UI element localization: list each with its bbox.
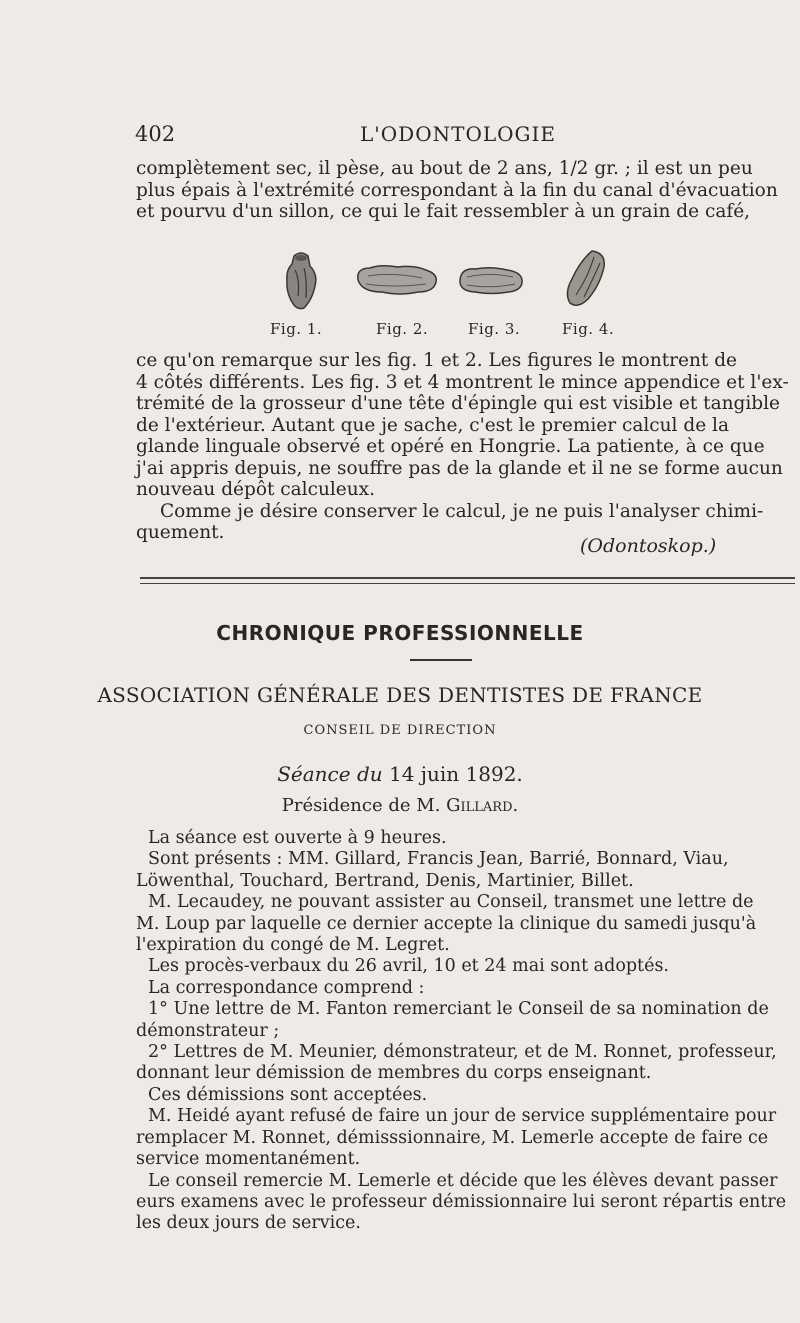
text-line: 2° Lettres de M. Meunier, démonstrateur, et de M. Ronnet, professeur, [148,1042,777,1063]
text-line: les deux jours de service. [136,1213,361,1234]
text-line: M. Loup par laquelle ce dernier accepte la clinique du samedi jusqu'à [136,913,757,934]
session-date-value: 14 juin 1892. [389,762,523,786]
text-line: quement. [136,522,225,543]
text-line: M. Heidé ayant refusé de faire un jour de service supplémentaire pour [148,1106,777,1127]
text-line: glande linguale observé et opéré en Hongrie. La patiente, à ce que [136,436,765,457]
page-number: 402 [135,122,176,146]
text-line: j'ai appris depuis, ne souffre pas de la glande et il ne se forme aucun [136,457,783,479]
running-title: L'ODONTOLOGIE [360,122,556,146]
calculus-fig-2-icon [352,260,442,298]
source-signature: (Odontoskop.) [580,535,717,557]
figure-caption: Fig. 3. [468,320,521,338]
text-line: Les procès-verbaux du 26 avril, 10 et 24 mai sont adoptés. [148,956,669,977]
session-date [0,762,800,786]
text-line: de l'extérieur. Autant que je sache, c'est le premier calcul de la [136,414,729,436]
calculus-fig-1-icon [280,250,322,312]
text-line: M. Lecaudey, ne pouvant assister au Conseil, transmet une lettre de [148,892,754,913]
president-name: Gillard. [446,795,519,816]
presidency-prefix: Présidence de M. [281,795,441,816]
calculus-fig-3-icon [455,262,527,298]
text-line: Ces démissions sont acceptées. [148,1084,428,1105]
section-subtitle: CONSEIL DE DIRECTION [303,723,497,738]
text-line: Löwenthal, Touchard, Bertrand, Denis, Martinier, Billet. [136,870,634,891]
section-divider [140,577,795,579]
text-line: ce qu'on remarque sur les fig. 1 et 2. Les figures le montrent de [136,350,737,371]
page-header [135,122,735,152]
text-line: plus épais à l'extrémité correspondant à la fin du canal d'évacuation [136,179,778,201]
title-underline [410,659,472,661]
text-line: et pourvu d'un sillon, ce qui le fait ressembler à un grain de café, [136,201,751,222]
text-line: l'expiration du congé de M. Legret. [136,935,450,956]
minutes-paragraph [136,828,787,1235]
section-divider [140,583,795,584]
section-title: CHRONIQUE PROFESSIONNELLE [216,621,584,645]
text-line: donnant leur démission de membres du corps enseignant. [136,1063,652,1084]
calculus-fig-4-icon [562,247,610,311]
text-line: eurs examens avec le professeur démissionnaire lui seront répartis entre [136,1191,787,1212]
text-line: démonstrateur ; [136,1020,280,1041]
presidency-line [0,795,800,816]
body-paragraph [136,350,789,544]
text-line: Le conseil remercie M. Lemerle et décide que les élèves devant passer [148,1170,778,1191]
text-line: Sont présents : MM. Gillard, Francis Jean, Barrié, Bonnard, Viau, [148,849,729,870]
text-line: complètement sec, il pèse, au bout de 2 ans, 1/2 gr. ; il est un peu [136,158,753,179]
session-prefix: Séance du [277,762,383,786]
text-line: 1° Une lettre de M. Fanton remerciant le Conseil de sa nomination de [148,999,769,1020]
text-line: La correspondance comprend : [148,977,425,998]
text-line: remplacer M. Ronnet, démisssionnaire, M. Lemerle accepte de faire ce [136,1127,769,1148]
text-line: La séance est ouverte à 9 heures. [148,828,447,848]
text-line: nouveau dépôt calculeux. [136,479,375,500]
text-line: Comme je désire conserver le calcul, je ne puis l'analyser chimi- [160,500,764,522]
figure-caption: Fig. 1. [270,320,323,338]
text-line: trémité de la grosseur d'une tête d'épingle qui est visible et tangible [136,393,781,414]
figure-caption: Fig. 2. [376,320,429,338]
figure-caption: Fig. 4. [562,320,615,338]
text-line: 4 côtés différents. Les fig. 3 et 4 montrent le mince appendice et l'ex- [136,371,789,393]
text-line: service momentanément. [136,1149,361,1170]
association-name: ASSOCIATION GÉNÉRALE DES DENTISTES DE FRANCE [97,683,703,707]
intro-paragraph [136,158,778,223]
